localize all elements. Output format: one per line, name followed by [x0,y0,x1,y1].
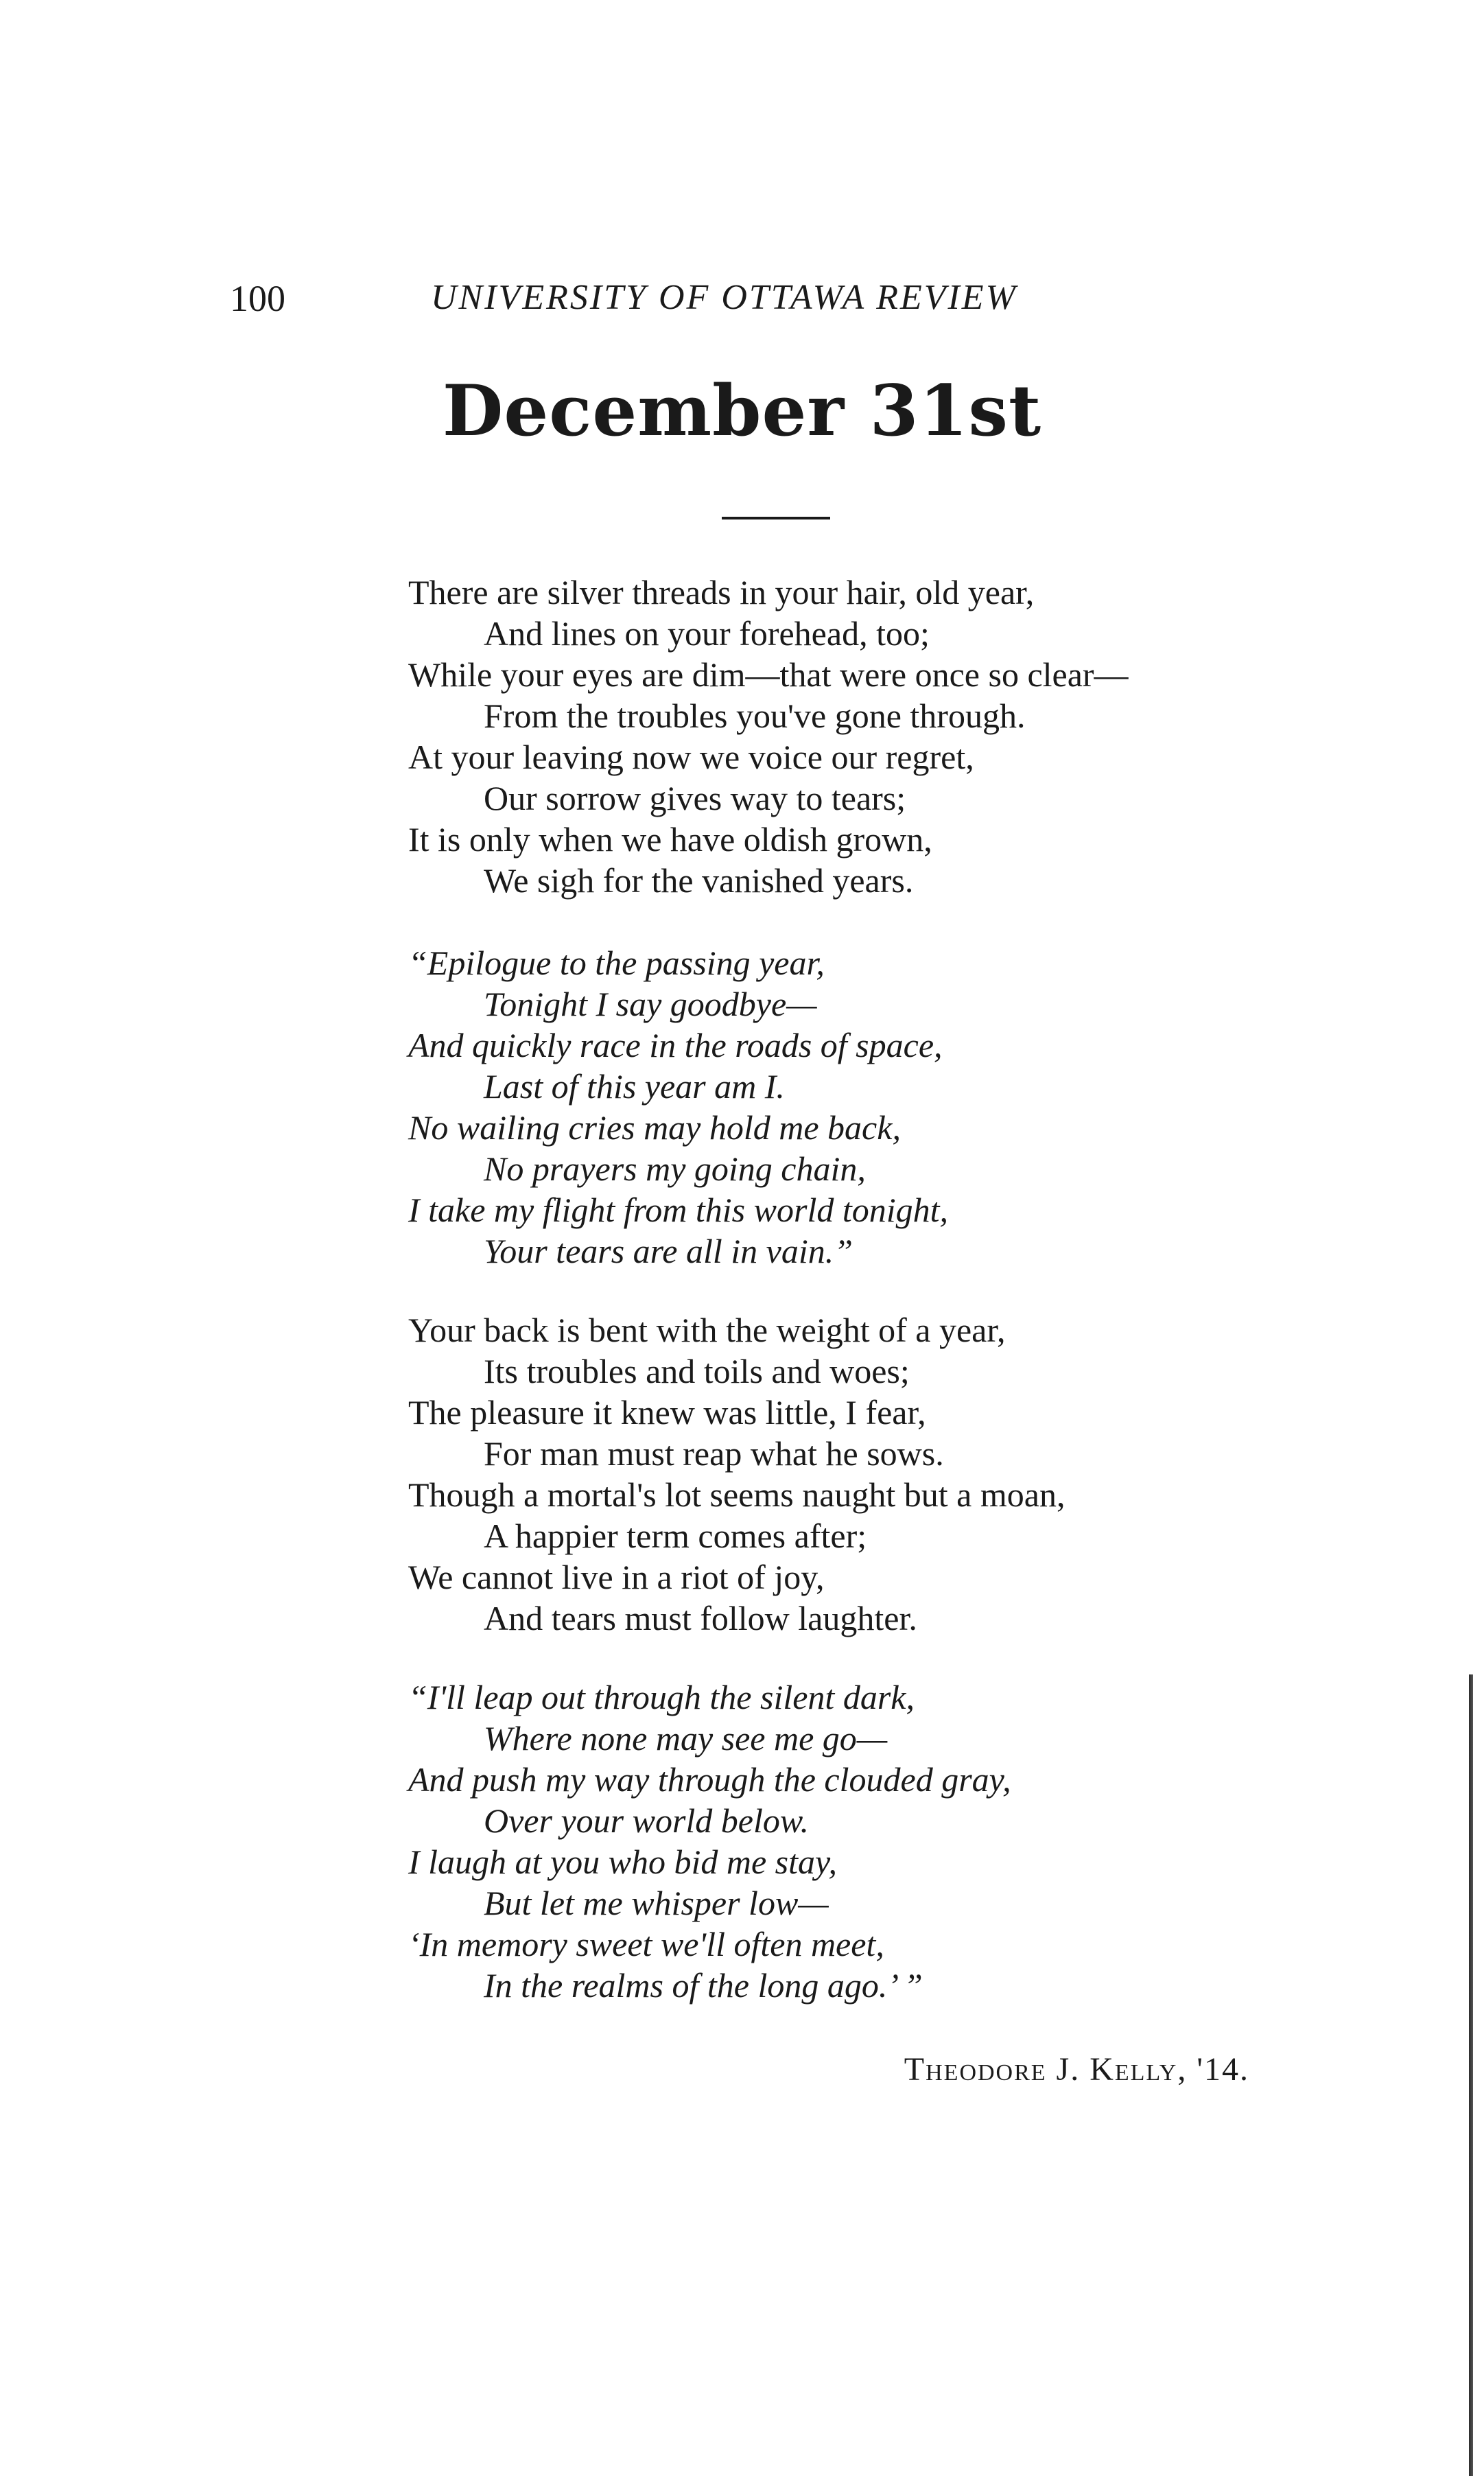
stanza-3 [408,1309,1300,1639]
author-signature: Theodore J. Kelly, '14. [904,2051,1249,2088]
poem-line: Though a mortal's lot seems naught but a moan, [408,1475,1065,1514]
poem-line: The pleasure it knew was little, I fear, [408,1393,926,1432]
poem-line: No wailing cries may hold me back, [408,1108,901,1147]
poem-line: It is only when we have oldish grown, [408,820,932,859]
poem-line: Your tears are all in vain.” [484,1232,853,1270]
poem-line: No prayers my going chain, [484,1149,866,1188]
poem-line: And quickly race in the roads of space, [408,1026,943,1064]
poem-line: “Epilogue to the passing year, [408,944,825,982]
poem-line: We sigh for the vanished years. [484,861,914,900]
stanza-4 [408,1677,1300,2006]
title-rule [722,517,830,519]
poem-line: And push my way through the clouded gray, [408,1760,1011,1799]
stanza-1 [408,572,1300,901]
poem-title: December 31st [442,370,1042,452]
poem-line: Our sorrow gives way to tears; [484,779,906,817]
poem-line: Your back is bent with the weight of a year, [408,1311,1006,1349]
poem-line: ‘In memory sweet we'll often meet, [408,1925,884,1963]
stanza-2 [408,942,1300,1272]
poem-line: Last of this year am I. [484,1067,785,1106]
poem-line: We cannot live in a riot of joy, [408,1558,825,1596]
poem-line: I laugh at you who bid me stay, [408,1843,837,1881]
poem-line: And tears must follow laughter. [484,1599,917,1637]
page-edge-shadow [1469,1674,1473,2476]
poem-line: Its troubles and toils and woes; [484,1352,910,1390]
poem-line: Tonight I say goodbye— [484,985,817,1023]
poem-line: In the realms of the long ago.’ ” [484,1966,923,2005]
poem-line: Where none may see me go— [484,1719,888,1757]
poem-line: I take my flight from this world tonight, [408,1191,949,1229]
poem-line: Over your world below. [484,1801,810,1840]
running-head: UNIVERSITY OF OTTAWA REVIEW [431,278,1017,317]
poem-line: There are silver threads in your hair, old year, [408,573,1035,611]
poem-line: But let me whisper low— [484,1884,829,1922]
page-number: 100 [230,278,285,319]
poem-line: From the troubles you've gone through. [484,697,1026,735]
poem-line: And lines on your forehead, too; [484,614,930,653]
poem-line: A happier term comes after; [484,1517,867,1555]
poem-line: For man must reap what he sows. [484,1434,944,1473]
poem-line: “I'll leap out through the silent dark, [408,1678,915,1716]
poem-line: At your leaving now we voice our regret, [408,738,974,776]
poem-line: While your eyes are dim—that were once so clear— [408,655,1129,694]
